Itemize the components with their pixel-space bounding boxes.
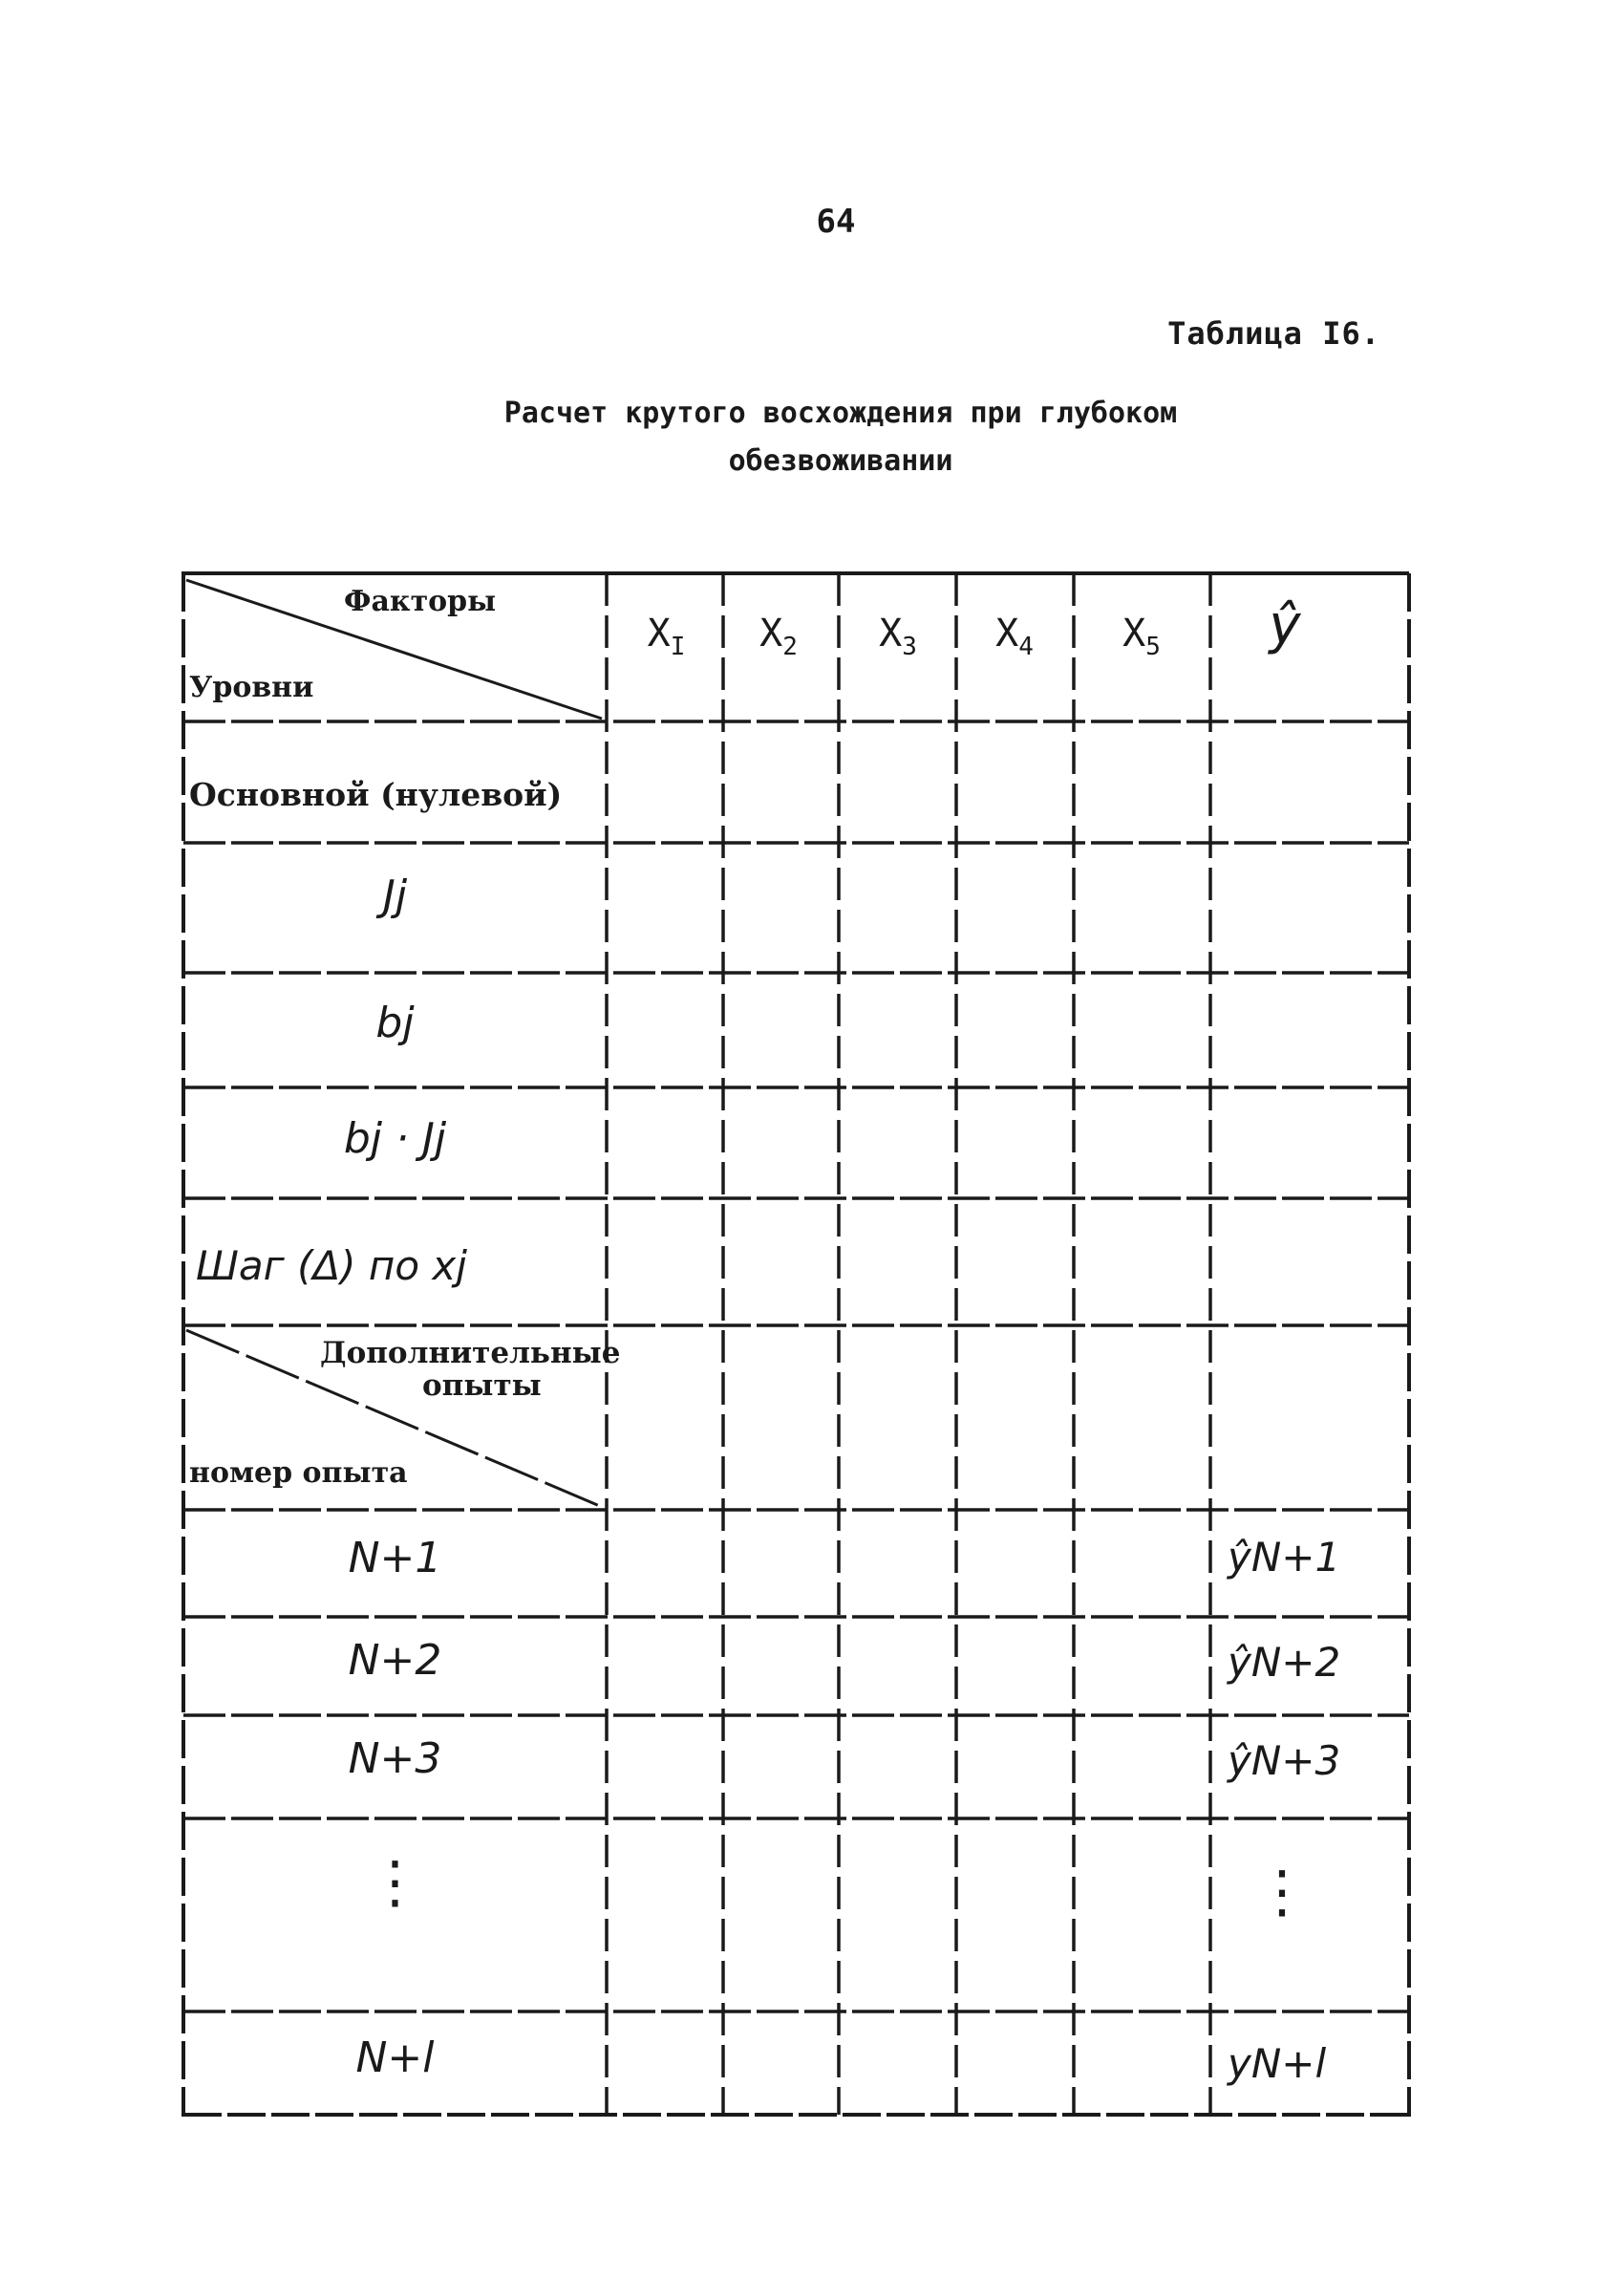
row-label-step: Шаг (Δ) по xj (196, 1242, 467, 1289)
column-header-x3: $X_3$ (879, 612, 917, 661)
extra-header-top-line-1: Дополнительные (320, 1336, 621, 1370)
header-levels-label: Уровни (189, 671, 314, 704)
page-number: 64 (816, 203, 856, 241)
header-factors-label: Факторы (344, 585, 497, 618)
extra-row-yhat: ŷN+2 (1228, 1639, 1341, 1686)
extra-row-label: N+3 (348, 1734, 442, 1783)
table-title (363, 390, 1318, 485)
column-header-x1: $X_I$ (647, 612, 686, 661)
row-label-basic: Основной (нулевой) (189, 776, 563, 813)
extra-row-label: N+2 (348, 1636, 442, 1685)
extra-row-label: N+1 (348, 1534, 442, 1582)
column-header-x4: $X_4$ (995, 612, 1034, 661)
column-header-x5: $X_5$ (1122, 612, 1161, 661)
extra-row-yhat: ŷN+3 (1228, 1737, 1341, 1784)
row-label-coefficient: bj (375, 999, 415, 1047)
extra-header-bottom: номер опыта (189, 1456, 408, 1490)
column-header-x2: $X_2$ (759, 612, 798, 661)
extra-row-label: N+l (355, 2033, 435, 2082)
row-label-product: bj · Jj (343, 1114, 447, 1163)
title-line-1: Расчет крутого восхождения при глубоком (503, 397, 1178, 430)
extra-row-yhat: ⋮ (1253, 1859, 1311, 1925)
column-header-yhat: ŷ (1269, 594, 1301, 656)
extra-row-yhat: ŷN+1 (1228, 1534, 1341, 1581)
table-label: Таблица I6. (1167, 315, 1380, 352)
extra-header-top-line-2: опыты (422, 1368, 542, 1403)
title-line-2: обезвоживании (728, 444, 953, 478)
extra-row-label: ⋮ (366, 1849, 424, 1916)
row-label-interval: Jj (382, 871, 408, 920)
extra-row-yhat: yN+l (1228, 2040, 1327, 2087)
